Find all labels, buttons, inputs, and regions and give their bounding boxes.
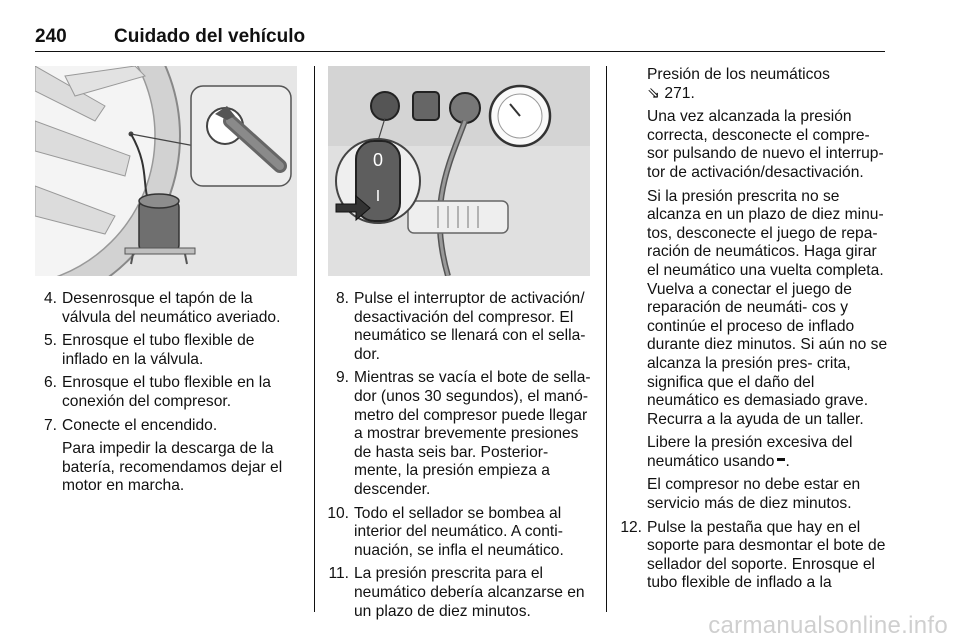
column-2	[327, 290, 592, 626]
battery-note: Para impedir la descarga de la batería, recomendamos dejar el motor en marcha.	[62, 440, 283, 495]
figure-wheel-valve	[35, 66, 297, 276]
column-rule-2	[606, 66, 607, 612]
page-header	[35, 26, 885, 52]
list-item: 7. Conecte el encendido.	[43, 416, 218, 434]
column-rule-1	[314, 66, 315, 612]
list-item: 12. Pulse la pestaña que hay en el soporte para desmontar el bote de sellador del soporte. Enrosque el tubo flexible de inflado a la	[620, 518, 886, 592]
list-item: 6. Enrosque el tubo flexible en la conexión del compresor.	[43, 374, 271, 410]
running-title: Cuidado del vehículo	[114, 26, 306, 47]
watermark: carmanualsonline.info	[708, 612, 948, 639]
figure-compressor-switch	[328, 66, 590, 276]
list-item: 10. Todo el sellador se bombea al interior del neumático. A conti- nuación, se infla el neumático.	[327, 504, 564, 559]
xref-paragraph: Presión de los neumáticos ⇘ 271.	[647, 66, 830, 102]
list-item: 4. Desenrosque el tapón de la válvula del neumático averiado.	[43, 290, 281, 326]
column-1	[35, 290, 295, 501]
cross-reference-arrow-icon: ⇘	[647, 84, 661, 102]
column-3	[620, 66, 888, 598]
paragraph-release-pressure: Libere la presión excesiva del neumático usando .	[647, 434, 853, 470]
list-item: 9. Mientras se vacía el bote de sella- dor (unos 30 segundos), el manó- metro del compresor puede llegar a mostrar brevemente presiones de hasta seis bar. Posterior- mente, la presión empieza a descender.	[335, 369, 591, 498]
xref-page-link[interactable]: 271.	[664, 84, 695, 102]
header-rule	[35, 51, 885, 52]
switch-on-label: I	[375, 188, 381, 205]
paragraph-pressure-not-reached: Si la presión prescrita no se alcanza en un plazo de diez minu- tos, desconecte el juego de repa- ración de neumáticos. Haga girar el neumático una vuelta completa. Vuelva a conectar el juego de reparación de neumáti- cos y continúe el proceso de inflado durante diez minutos. Si aún no se alcanza la presión pres- crita, significa que el daño del neumático es demasiado grave. Recurra a la ayuda de un taller.	[647, 187, 888, 428]
switch-off-label: 0	[372, 150, 384, 170]
list-item: 11. La presión prescrita para el neumático debería alcanzarse en un plazo de diez minutos.	[328, 565, 585, 620]
list-item: 8. Pulse el interruptor de activación/ desactivación del compresor. El neumático se llenará con el sella- dor.	[335, 290, 586, 363]
list-item: 5. Enrosque el tubo flexible de inflado en la válvula.	[43, 332, 255, 368]
paragraph-pressure-reached: Una vez alcanzada la presión correcta, desconecte el compre- sor pulsando de nuevo el interrup- tor de activación/desactivación.	[647, 108, 884, 181]
paragraph-compressor-time: El compresor no debe estar en servicio más de diez minutos.	[647, 476, 861, 513]
page-number: 240	[35, 26, 67, 47]
